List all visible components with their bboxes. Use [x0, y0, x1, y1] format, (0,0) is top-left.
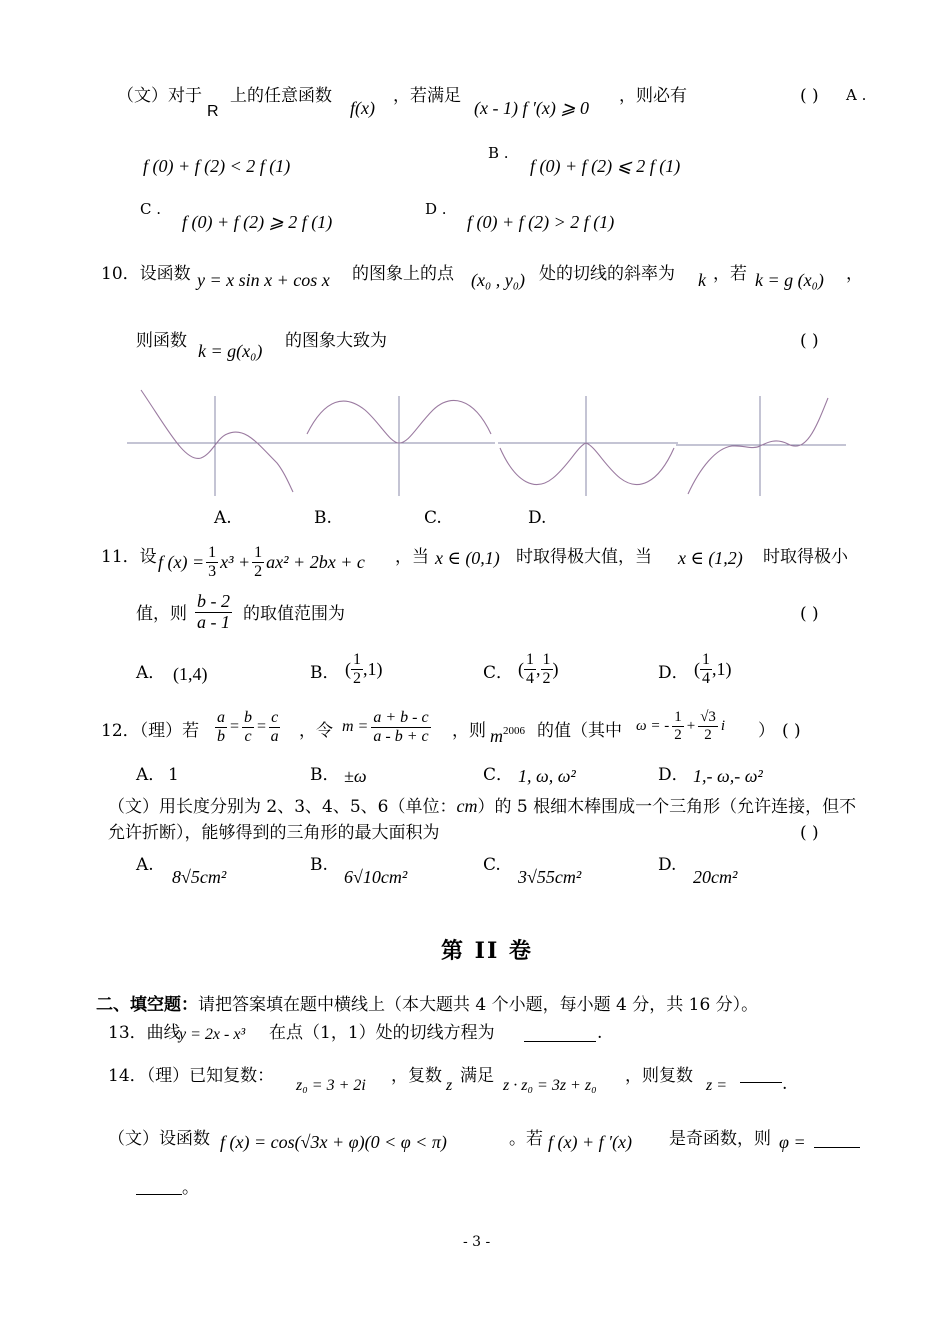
- q12-wen-c-label: C.: [483, 855, 501, 875]
- q10-end: ，: [846, 264, 863, 284]
- q14-zeq: z =: [706, 1077, 728, 1094]
- page-number: - 3 -: [463, 1234, 491, 1250]
- q9w-option-b: f (0) + f (2) ⩽ 2 f (1): [530, 156, 681, 176]
- q14-wen-pre: （文）设函数: [108, 1129, 210, 1149]
- q12-option-b: ±ω: [344, 766, 367, 786]
- q12-wen-paren: ( ): [800, 823, 819, 843]
- q14-end: .: [782, 1074, 788, 1094]
- q12-option-c: 1, ω, ω²: [518, 766, 576, 786]
- graph-c: [498, 388, 678, 500]
- q10-keq: k = g (x₀): [755, 270, 824, 290]
- part2-title: 第 II 卷: [441, 938, 533, 964]
- q11-number: 11．设: [101, 547, 157, 567]
- q12-option-b-label: B．: [310, 765, 340, 785]
- q11-term1: x³ +: [220, 552, 251, 572]
- q14-wen-f: f (x) = cos(√3x + φ)(0 < φ < π): [220, 1132, 447, 1152]
- q14-wen-end: 。: [182, 1178, 199, 1198]
- q11-option-d-label: D．: [658, 663, 689, 683]
- q12-m-def: m = $\frac{a + b - c}{a - b + c}$: [342, 709, 429, 745]
- q14-number: 14．（理）已知复数：: [108, 1066, 275, 1086]
- q9w-label-b: B .: [488, 144, 509, 162]
- graph-label-a: A.: [214, 508, 232, 528]
- graph-label-d: D.: [528, 508, 547, 528]
- q9w-cond: (x - 1) f ′(x) ⩾ 0: [474, 98, 589, 118]
- q9w-prefix: （文）对于: [117, 86, 202, 106]
- q11-option-b: ( $\frac{1}{2}$ ,1): [345, 651, 383, 687]
- q10-line2-pre: 则函数: [136, 331, 187, 351]
- q12-paren: ( ): [782, 721, 801, 741]
- q14-mid1: ，复数: [391, 1066, 442, 1086]
- q12-wen-b-label: B.: [310, 855, 328, 875]
- q9w-label-a: A .: [846, 86, 867, 104]
- q12-option-a: 1: [168, 765, 179, 785]
- graph-a: [127, 388, 307, 500]
- q14-mid2: 满足: [460, 1066, 494, 1086]
- q12-mid2: ，则: [452, 721, 486, 741]
- q12-wen-a-label: A.: [136, 855, 154, 875]
- q14-wen-phi: φ =: [779, 1132, 806, 1152]
- q11-option-a-label: A．: [136, 663, 166, 683]
- q11-term2: ax² + 2bx + c: [266, 552, 365, 572]
- q13-text: 在点（1，1）处的切线方程为: [269, 1023, 495, 1043]
- q9w-mid2: ，若满足: [393, 86, 461, 106]
- q12-mid1: ，令: [299, 721, 333, 741]
- q12-wen-d-label: D.: [658, 855, 677, 875]
- q14-wen-mid2: 是奇函数，则: [669, 1129, 771, 1149]
- q9w-set: R: [207, 103, 219, 120]
- q10-line2-post: 的图象大致为: [285, 331, 387, 351]
- q11-f: f (x) =: [158, 552, 205, 572]
- q14-wen-g: f (x) + f ′(x): [548, 1132, 633, 1152]
- part2-section: 二、填空题：请把答案填在题中横线上（本大题共 4 个小题，每小题 4 分，共 16 分）。: [96, 995, 759, 1015]
- q11-function: [158, 539, 365, 585]
- q11-mid2: 时取得极大值，当: [516, 547, 652, 567]
- q11-paren: ( ): [800, 604, 819, 624]
- q14-z: z: [446, 1077, 453, 1094]
- q12-wen-c: 3√55cm²: [518, 867, 582, 887]
- q10-function: y = x sin x + cos x: [197, 270, 330, 290]
- q11-frac1: $\frac{1}{3}$: [208, 543, 217, 580]
- q11-option-c: ( $\frac{1}{4}$ , $\frac{1}{2}$ ): [518, 651, 559, 687]
- q10-mid2: 处的切线的斜率为: [539, 264, 675, 284]
- q14-mid3: ，则复数: [625, 1066, 693, 1086]
- q12-end: ）: [758, 721, 775, 741]
- q14-wen-answer-blank-cont[interactable]: [136, 1180, 182, 1199]
- q12-option-d-label: D．: [658, 765, 689, 785]
- q14-z0: z₀ = 3 + 2i: [296, 1077, 366, 1094]
- graph-label-c: C.: [424, 508, 442, 528]
- q14-wen-answer-blank[interactable]: [814, 1131, 860, 1152]
- q12-number: 12．（理）若: [101, 721, 200, 741]
- q12-option-c-label: C．: [483, 765, 514, 785]
- q14-equation: z · z₀ = 3z + z₀: [503, 1077, 597, 1094]
- q9w-paren: ( ): [800, 86, 819, 106]
- q13-end: .: [597, 1023, 603, 1043]
- q11-option-d: ( $\frac{1}{4}$ ,1): [694, 651, 732, 687]
- q11-option-a: (1,4): [173, 664, 208, 684]
- q10-paren: ( ): [800, 331, 819, 351]
- q11-ratio: $\frac{b - 2}{a - 1}$: [197, 591, 230, 632]
- q11-option-b-label: B．: [310, 663, 340, 683]
- q9w-option-d: f (0) + f (2) > 2 f (1): [467, 212, 615, 232]
- q12-wen-a: 8√5cm²: [172, 867, 227, 887]
- q13-number: 13．曲线: [108, 1023, 181, 1043]
- q12-wen-line1: （文）用长度分别为 2、3、4、5、6（单位：cm）的 5 根细木棒围成一个三角形（允许连接，但不: [108, 796, 857, 817]
- q12-m-power: $m^{2006}$: [490, 725, 525, 746]
- q12-option-d: 1,- ω,- ω²: [693, 766, 763, 786]
- q9w-label-d: D .: [425, 200, 447, 218]
- q12-wen-line2: 允许折断），能够得到的三角形的最大面积为: [108, 823, 440, 843]
- q10-mid3: ，若: [713, 264, 747, 284]
- q11-interval1: x ∈ (0,1): [435, 548, 500, 568]
- q12-option-a-label: A．: [136, 765, 166, 785]
- q11-line2-pre: 值，则: [136, 604, 187, 624]
- q11-frac2: $\frac{1}{2}$: [254, 543, 263, 580]
- q9w-f: f(x): [350, 98, 375, 118]
- q9w-option-a: f (0) + f (2) < 2 f (1): [143, 156, 291, 176]
- q11-mid1: ，当: [395, 547, 429, 567]
- q11-line2-post: 的取值范围为: [243, 604, 345, 624]
- q13-answer-blank[interactable]: [524, 1025, 596, 1046]
- q11-option-c-label: C．: [483, 663, 514, 683]
- q12-wen-d: 20cm²: [693, 867, 738, 887]
- graph-b: [305, 388, 495, 500]
- q10-line2-func: k = g(x₀): [198, 341, 263, 361]
- graph-label-b: B.: [314, 508, 332, 528]
- q10-point: (x₀ , y₀): [471, 270, 525, 290]
- q11-interval2: x ∈ (1,2): [678, 548, 743, 568]
- q9w-label-c: C .: [140, 200, 162, 218]
- graph-d: [676, 388, 846, 500]
- q12-wen-b: 6√10cm²: [344, 867, 408, 887]
- q9w-option-c: f (0) + f (2) ⩾ 2 f (1): [182, 212, 333, 232]
- q12-omega: ω = - $\frac{1}{2}$ + $\frac{√3}{2}$ i: [636, 709, 726, 743]
- q9w-mid1: 上的任意函数: [230, 86, 332, 106]
- q9w-tail: ，则必有: [619, 86, 687, 106]
- q12-ratios: $\frac{a}{b}$ = $\frac{b}{c}$ = $\frac{c}{a}$: [217, 709, 279, 745]
- q14-wen-mid: 。若: [509, 1129, 543, 1149]
- q12-mid3: 的值（其中: [537, 721, 622, 741]
- q10-k: k: [698, 270, 706, 290]
- q10-number: 10．设函数: [101, 264, 191, 284]
- q13-function: y = 2x - x³: [179, 1026, 246, 1043]
- q14-answer-blank[interactable]: [740, 1070, 782, 1087]
- q10-mid1: 的图象上的点: [352, 264, 454, 284]
- q11-mid3: 时取得极小: [763, 547, 848, 567]
